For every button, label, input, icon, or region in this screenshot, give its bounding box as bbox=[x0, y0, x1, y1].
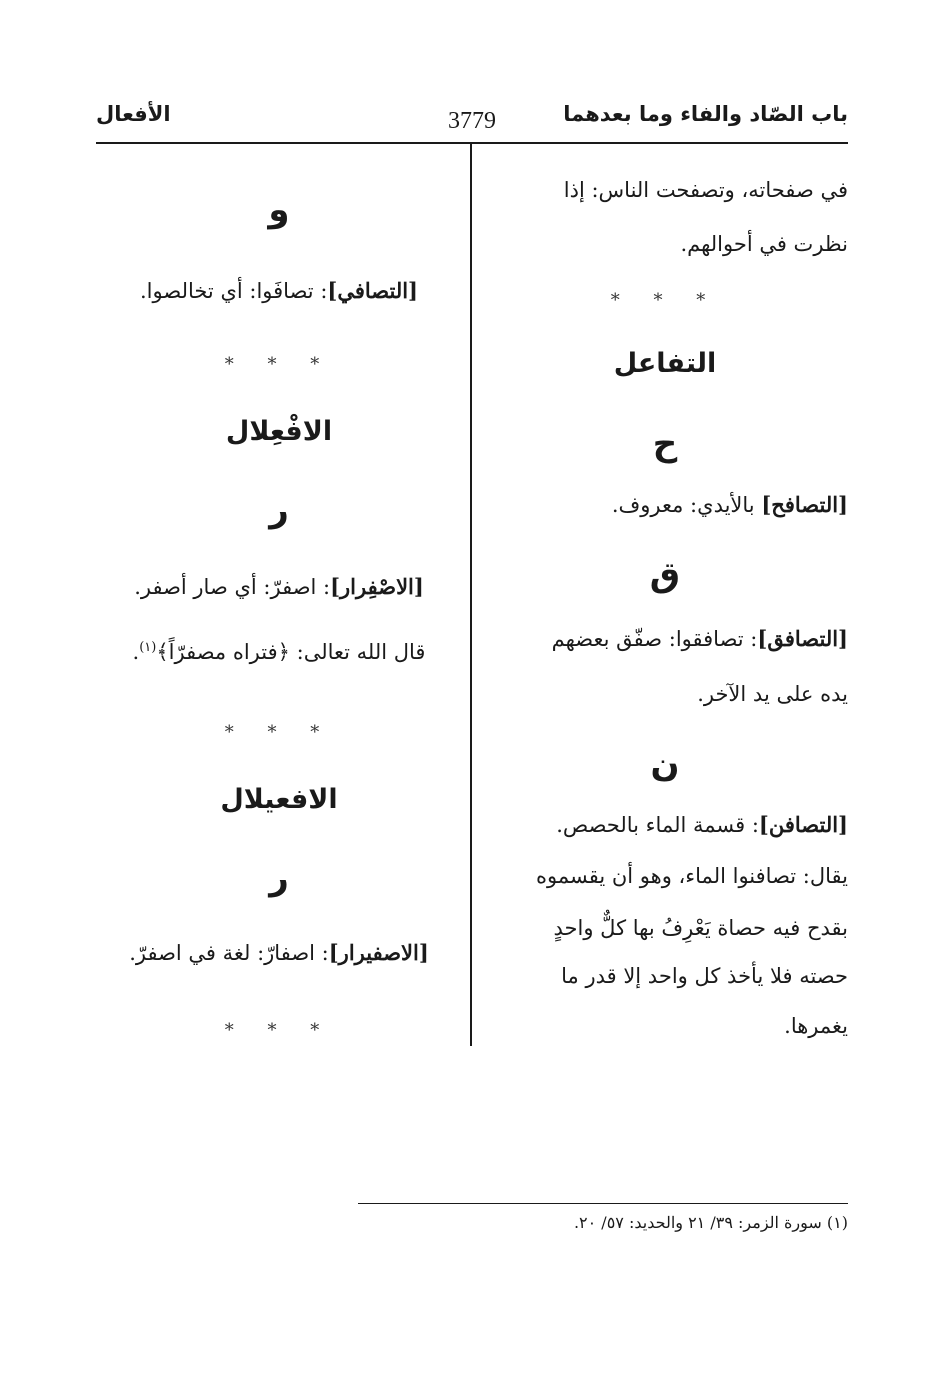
footnote-rule bbox=[358, 1203, 848, 1204]
quran-quote bbox=[96, 640, 462, 664]
quote-end: . bbox=[132, 640, 140, 664]
section-heading: الافعيلال bbox=[220, 784, 338, 815]
page-number: 3779 bbox=[448, 108, 496, 134]
dictionary-entry bbox=[96, 940, 462, 965]
chapter-title: الأفعال bbox=[96, 102, 171, 126]
text-line: يغمرها. bbox=[784, 1014, 848, 1038]
root-letter: ن bbox=[650, 745, 680, 785]
entry-term: [التصافق] bbox=[757, 626, 848, 651]
dictionary-entry bbox=[482, 492, 848, 517]
text-line: يده على يد الآخر. bbox=[697, 682, 848, 706]
section-heading: الافْعِلال bbox=[225, 416, 333, 447]
entry-definition: بالأيدي: معروف. bbox=[611, 493, 762, 517]
footnote-ref: (١) bbox=[139, 640, 157, 655]
entry-term: [الاصفيرار] bbox=[328, 940, 429, 965]
entry-definition: : اصفرّ: أي صار أصفر. bbox=[134, 575, 331, 599]
text-line: نظرت في أحوالهم. bbox=[680, 232, 848, 256]
column-divider bbox=[470, 142, 472, 1046]
root-letter: ح bbox=[652, 424, 678, 464]
page-header bbox=[96, 100, 848, 144]
root-letter: ر bbox=[269, 490, 289, 530]
dictionary-entry bbox=[96, 574, 462, 599]
separator-stars: * * * bbox=[224, 1020, 334, 1041]
root-letter: ق bbox=[649, 555, 681, 595]
text-line: في صفحاته، وتصفحت الناس: إذا bbox=[563, 178, 848, 202]
footnote: (١) سورة الزمر: ٣٩/ ٢١ والحديد: ٥٧/ ٢٠. bbox=[573, 1213, 848, 1232]
dictionary-entry bbox=[96, 278, 462, 303]
entry-definition: : اصفارّ: لغة في اصفرّ. bbox=[129, 941, 329, 965]
text-line: بقدح فيه حصاة يَعْرِفُ بها كلٌّ واحدٍ bbox=[553, 916, 848, 940]
dictionary-entry bbox=[482, 626, 848, 651]
entry-term: [التصافي] bbox=[327, 278, 418, 303]
separator-stars: * * * bbox=[224, 722, 334, 743]
entry-definition: : تصافَوا: أي تخالصوا. bbox=[140, 279, 328, 303]
quote-text: قال الله تعالى: ﴿فتراه مصفرّاً﴾ bbox=[156, 640, 426, 664]
separator-stars: * * * bbox=[224, 354, 334, 375]
root-letter: و bbox=[268, 190, 290, 230]
separator-stars: * * * bbox=[610, 290, 720, 311]
text-line: حصته فلا يأخذ كل واحد إلا قدر ما bbox=[561, 964, 848, 988]
section-title: باب الصّاد والفاء وما بعدهما bbox=[563, 102, 848, 126]
dictionary-entry bbox=[482, 812, 848, 837]
root-letter: ر bbox=[269, 858, 289, 898]
entry-term: [التصافح] bbox=[761, 492, 848, 517]
text-line: يقال: تصافنوا الماء، وهو أن يقسموه bbox=[535, 864, 848, 888]
entry-definition: : تصافقوا: صفّق بعضهم bbox=[551, 627, 758, 651]
entry-term: [الاصْفِرار] bbox=[330, 574, 424, 599]
section-heading: التفاعل bbox=[613, 348, 717, 379]
entry-term: [التصافن] bbox=[758, 812, 848, 837]
entry-definition: : قسمة الماء بالحصص. bbox=[556, 813, 759, 837]
